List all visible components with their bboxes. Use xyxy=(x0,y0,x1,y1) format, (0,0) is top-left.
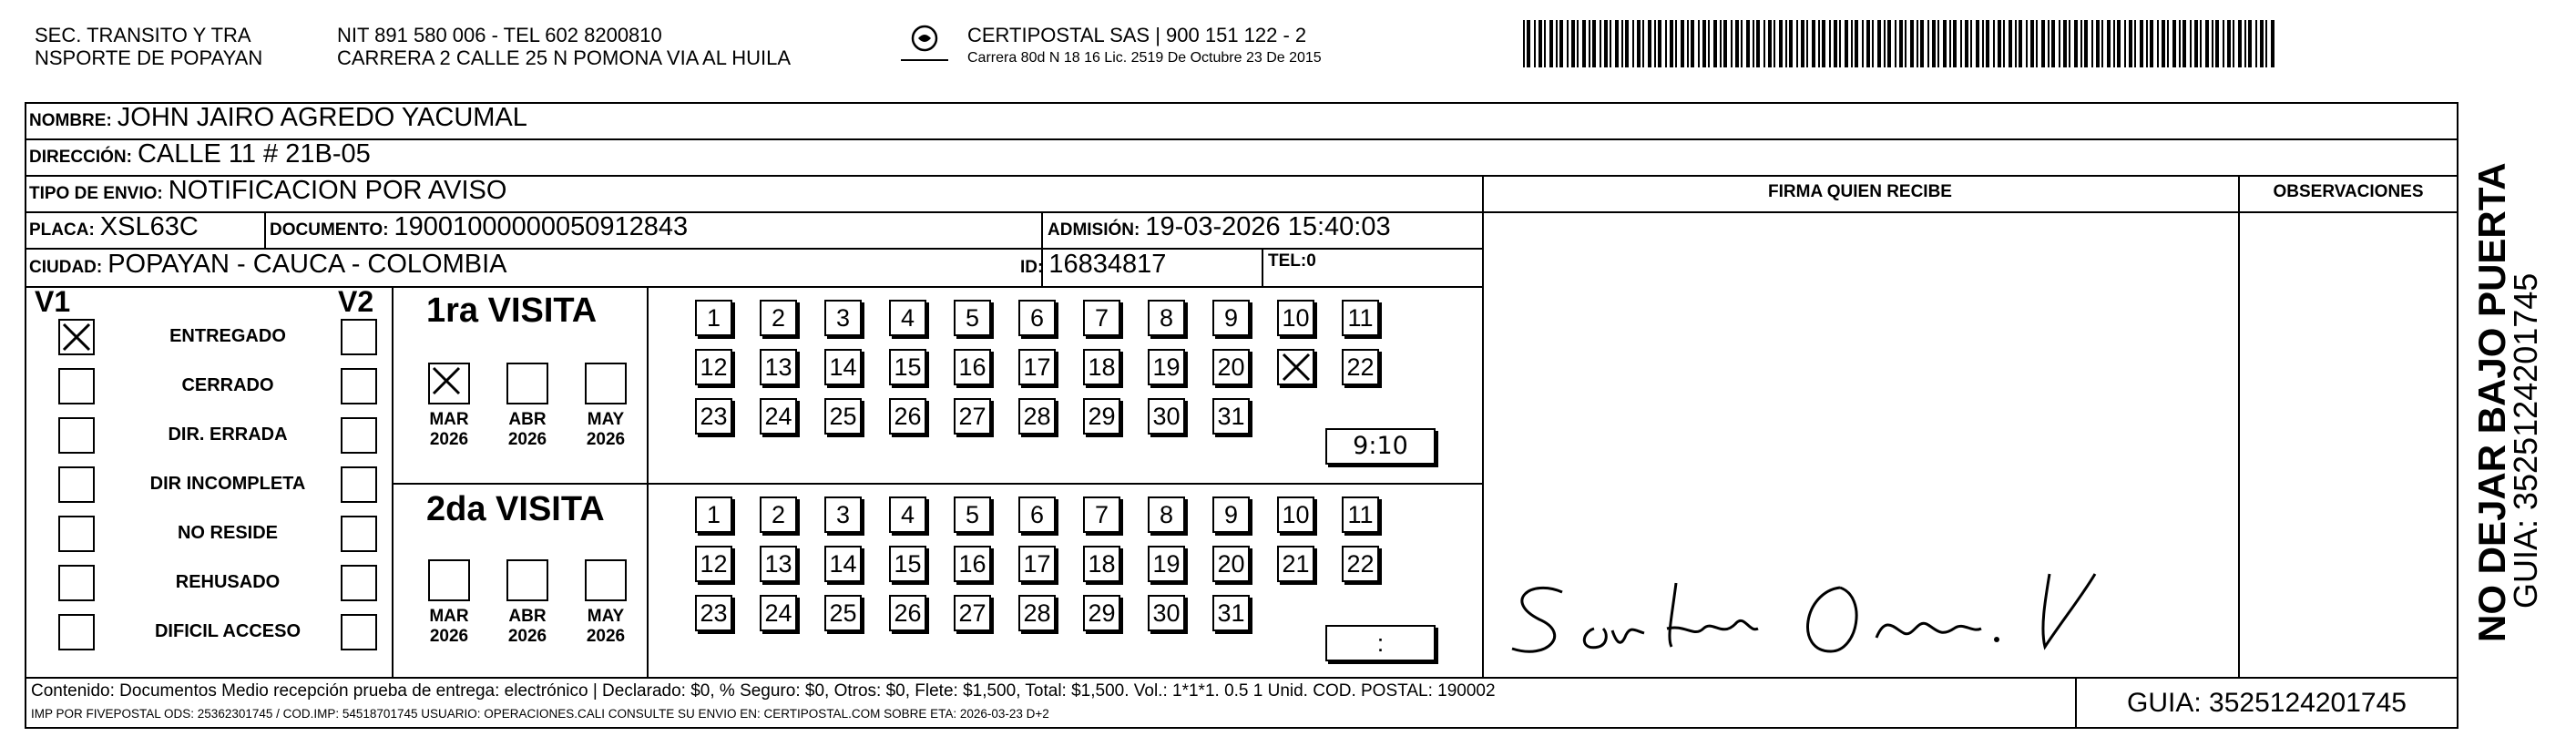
barcode-bar xyxy=(1720,20,1722,67)
day-box[interactable]: 28 xyxy=(1018,595,1056,631)
barcode-bar xyxy=(1937,20,1939,67)
barcode-bar xyxy=(1789,20,1793,67)
direccion-value: CALLE 11 # 21B-05 xyxy=(137,139,371,169)
barcode-bar xyxy=(1768,20,1772,67)
barcode-bar xyxy=(1691,20,1694,67)
barcode-bar xyxy=(1610,20,1611,67)
no-dejar-bajo-puerta: NO DEJAR BAJO PUERTA xyxy=(2470,162,2513,642)
barcode-bar xyxy=(1549,20,1553,67)
v1-label: V1 xyxy=(35,285,71,318)
day-box[interactable]: 3 xyxy=(824,496,862,533)
admision-label: ADMISIÓN: xyxy=(1048,220,1140,240)
admision-value: 19-03-2026 15:40:03 xyxy=(1145,212,1391,241)
barcode-bar xyxy=(1927,20,1929,67)
month-label xyxy=(500,607,555,647)
barcode-bar xyxy=(1625,20,1629,67)
barcode-bar xyxy=(1910,20,1914,67)
barcode-bar xyxy=(2059,20,2060,67)
month-year: 2026 xyxy=(429,430,469,449)
tel-row xyxy=(1268,251,1316,271)
barcode-bar xyxy=(2194,20,2198,67)
direccion-row xyxy=(29,139,371,169)
barcode-bar xyxy=(2101,20,2103,67)
barcode-bar xyxy=(2212,20,2213,67)
v1-checkbox[interactable] xyxy=(58,614,95,650)
barcode-bar xyxy=(2019,20,2022,67)
day-box[interactable]: 24 xyxy=(760,398,797,435)
barcode-bar xyxy=(2107,20,2111,67)
day-box[interactable]: 27 xyxy=(954,398,991,435)
barcode-bar xyxy=(2172,20,2176,67)
barcode-bar xyxy=(1600,20,1601,67)
barcode-bar xyxy=(2080,20,2082,67)
barcode-bar xyxy=(1774,20,1775,67)
day-box[interactable]: 27 xyxy=(954,595,991,631)
day-box[interactable]: 22 xyxy=(1342,349,1379,385)
month-checkbox[interactable] xyxy=(506,559,548,601)
day-box[interactable]: 30 xyxy=(1148,398,1185,435)
barcode-bar xyxy=(2117,20,2121,67)
barcode-bar xyxy=(1723,20,1727,67)
barcode-bar xyxy=(2084,20,2088,67)
barcode-bar xyxy=(2074,20,2078,67)
barcode-bar xyxy=(2248,20,2252,67)
day-box[interactable]: 11 xyxy=(1342,300,1379,336)
barcode-bar xyxy=(1855,20,1858,67)
barcode-bar xyxy=(2134,20,2136,67)
day-box[interactable]: 26 xyxy=(889,398,926,435)
day-box[interactable]: 15 xyxy=(889,349,926,385)
v2-checkbox[interactable] xyxy=(341,466,377,503)
day-box[interactable]: 13 xyxy=(760,349,797,385)
sender-line-2: NSPORTE DE POPAYAN xyxy=(35,46,263,69)
barcode-bar xyxy=(1866,20,1870,67)
barcode-bar xyxy=(1812,20,1815,67)
day-box[interactable]: 23 xyxy=(695,398,732,435)
day-box[interactable]: 19 xyxy=(1148,546,1185,582)
month-checkbox[interactable] xyxy=(428,363,470,404)
barcode-bar xyxy=(2238,20,2242,67)
barcode-bar xyxy=(2096,20,2100,67)
tipo-envio-value: NOTIFICACION POR AVISO xyxy=(168,176,507,205)
month-year: 2026 xyxy=(586,627,626,646)
placa-value: XSL63C xyxy=(99,212,199,241)
first-visit-time[interactable]: 9:10 xyxy=(1325,428,1436,465)
barcode xyxy=(1523,20,2279,67)
day-box[interactable]: 18 xyxy=(1083,546,1120,582)
day-box[interactable]: 16 xyxy=(954,349,991,385)
barcode-bar xyxy=(1746,20,1750,67)
barcode-bar xyxy=(2113,20,2115,67)
barcode-bar xyxy=(1523,20,1525,67)
barcode-bar xyxy=(2069,20,2070,67)
barcode-bar xyxy=(2244,20,2246,67)
day-box[interactable]: 14 xyxy=(824,546,862,582)
barcode-bar xyxy=(1592,20,1596,67)
month-name: MAY xyxy=(587,410,625,429)
placa-row xyxy=(29,212,199,242)
tipo-envio-row xyxy=(29,176,506,206)
v1-checkbox[interactable] xyxy=(58,319,95,355)
barcode-bar xyxy=(1895,20,1896,67)
v2-checkbox[interactable] xyxy=(341,565,377,601)
barcode-bar xyxy=(1665,20,1667,67)
month-year: 2026 xyxy=(507,430,547,449)
barcode-bar xyxy=(1982,20,1984,67)
barcode-bar xyxy=(1604,20,1608,67)
barcode-bar xyxy=(1796,20,1798,67)
barcode-bar xyxy=(1687,20,1689,67)
status-option-label: DIFICIL ACCESO xyxy=(154,621,301,641)
month-label xyxy=(422,607,476,647)
day-box[interactable]: 30 xyxy=(1148,595,1185,631)
barcode-bar xyxy=(2140,20,2143,67)
month-label xyxy=(500,410,555,450)
nit-line: NIT 891 580 006 - TEL 602 8200810 xyxy=(337,24,662,46)
barcode-bar xyxy=(1818,20,1820,67)
barcode-bar xyxy=(1822,20,1825,67)
barcode-bar xyxy=(2265,20,2267,67)
barcode-bar xyxy=(1642,20,1644,67)
month-name: MAR xyxy=(429,410,469,429)
day-box[interactable]: 8 xyxy=(1148,496,1185,533)
day-box[interactable]: 16 xyxy=(954,546,991,582)
barcode-bar xyxy=(1851,20,1853,67)
address-line: CARRERA 2 CALLE 25 N POMONA VIA AL HUILA xyxy=(337,46,792,69)
barcode-bar xyxy=(1953,20,1957,67)
barcode-bar xyxy=(1839,20,1841,67)
day-box[interactable]: 31 xyxy=(1212,398,1250,435)
barcode-bar xyxy=(1862,20,1864,67)
barcode-bar xyxy=(2215,20,2219,67)
day-box[interactable]: 4 xyxy=(889,496,926,533)
month-name: MAR xyxy=(429,607,469,626)
barcode-bar xyxy=(1943,20,1947,67)
ciudad-row xyxy=(29,250,507,280)
barcode-bar xyxy=(1753,20,1754,67)
barcode-bar xyxy=(1681,20,1684,67)
day-box[interactable]: 1 xyxy=(695,496,732,533)
day-box[interactable]: 6 xyxy=(1018,496,1056,533)
v1-checkbox[interactable] xyxy=(58,565,95,601)
placa-label: PLACA: xyxy=(29,220,95,240)
barcode-bar xyxy=(2015,20,2017,67)
day-box[interactable]: 15 xyxy=(889,546,926,582)
documento-row xyxy=(270,212,688,242)
day-box[interactable]: 11 xyxy=(1342,496,1379,533)
month-year: 2026 xyxy=(507,627,547,646)
second-visit-time[interactable]: : xyxy=(1325,625,1436,661)
sender-line-1: SEC. TRANSITO Y TRA xyxy=(35,24,251,46)
day-box[interactable]: 23 xyxy=(695,595,732,631)
barcode-bar xyxy=(1884,20,1886,67)
month-name: ABR xyxy=(508,410,547,429)
courier-name: CERTIPOSTAL SAS | 900 151 122 - 2 xyxy=(967,24,1307,46)
barcode-bar xyxy=(2182,20,2186,67)
barcode-bar xyxy=(1887,20,1891,67)
barcode-bar xyxy=(2036,20,2038,67)
day-box[interactable]: 31 xyxy=(1212,595,1250,631)
month-name: MAY xyxy=(587,607,625,626)
month-checkbox[interactable] xyxy=(585,559,627,601)
barcode-bar xyxy=(1960,20,1962,67)
barcode-bar xyxy=(1993,20,1995,67)
barcode-bar xyxy=(1756,20,1760,67)
observaciones-header: OBSERVACIONES xyxy=(2273,182,2424,201)
sender-contact xyxy=(337,24,791,69)
status-option-label: NO RESIDE xyxy=(177,523,279,543)
certipostal-logo xyxy=(897,18,952,71)
barcode-bar xyxy=(1785,20,1787,67)
barcode-bar xyxy=(1920,20,1924,67)
status-option-label: REHUSADO xyxy=(175,572,281,592)
v1-checkbox[interactable] xyxy=(58,466,95,503)
v2-checkbox[interactable] xyxy=(341,417,377,454)
day-box[interactable]: 19 xyxy=(1148,349,1185,385)
sender-name xyxy=(35,24,262,69)
barcode-bar xyxy=(1544,20,1546,67)
barcode-bar xyxy=(2124,20,2126,67)
v2-label: V2 xyxy=(338,285,374,318)
day-box[interactable]: 24 xyxy=(760,595,797,631)
barcode-bar xyxy=(2048,20,2050,67)
day-box[interactable]: 6 xyxy=(1018,300,1056,336)
id-row xyxy=(1020,250,1166,280)
barcode-bar xyxy=(2227,20,2231,67)
v2-checkbox[interactable] xyxy=(341,319,377,355)
day-box[interactable]: 17 xyxy=(1018,349,1056,385)
day-box[interactable]: 17 xyxy=(1018,546,1056,582)
barcode-bar xyxy=(2233,20,2234,67)
documento-value: 19001000000050912843 xyxy=(394,212,689,241)
barcode-bar xyxy=(1741,20,1743,67)
status-option-label: ENTREGADO xyxy=(169,326,286,346)
v2-checkbox[interactable] xyxy=(341,368,377,404)
day-box[interactable]: 20 xyxy=(1212,546,1250,582)
nombre-value: JOHN JAIRO AGREDO YACUMAL xyxy=(117,103,527,132)
barcode-bar xyxy=(1834,20,1837,67)
month-checkbox[interactable] xyxy=(428,559,470,601)
day-box[interactable]: 25 xyxy=(824,398,862,435)
barcode-bar xyxy=(2200,20,2202,67)
side-guia: GUIA: 3525124201745 xyxy=(2507,272,2544,609)
day-box[interactable]: 9 xyxy=(1212,300,1250,336)
barcode-bar xyxy=(2009,20,2012,67)
day-box[interactable]: 12 xyxy=(695,546,732,582)
day-box[interactable]: 9 xyxy=(1212,496,1250,533)
barcode-bar xyxy=(1998,20,2001,67)
barcode-bar xyxy=(2129,20,2132,67)
barcode-bar xyxy=(1713,20,1717,67)
day-box[interactable]: 3 xyxy=(824,300,862,336)
status-option-label: CERRADO xyxy=(181,375,274,395)
day-box[interactable]: 10 xyxy=(1277,300,1314,336)
barcode-bar xyxy=(2026,20,2028,67)
ciudad-label: CIUDAD: xyxy=(29,258,103,277)
barcode-bar xyxy=(2030,20,2034,67)
day-box[interactable]: 7 xyxy=(1083,300,1120,336)
day-box[interactable]: 1 xyxy=(695,300,732,336)
direccion-label: DIRECCIÓN: xyxy=(29,148,132,167)
month-label xyxy=(578,410,633,450)
barcode-bar xyxy=(1970,20,1972,67)
day-box[interactable]: 12 xyxy=(695,349,732,385)
barcode-bar xyxy=(2063,20,2067,67)
day-box[interactable]: 21 xyxy=(1277,546,1314,582)
barcode-bar xyxy=(2041,20,2045,67)
v1-checkbox[interactable] xyxy=(58,417,95,454)
barcode-bar xyxy=(1698,20,1700,67)
month-label xyxy=(422,410,476,450)
barcode-bar xyxy=(1708,20,1710,67)
day-box[interactable]: 26 xyxy=(889,595,926,631)
barcode-bar xyxy=(2146,20,2148,67)
id-label: ID: xyxy=(1020,258,1044,277)
admision-row xyxy=(1048,212,1391,242)
barcode-bar xyxy=(2223,20,2224,67)
id-value: 16834817 xyxy=(1048,250,1167,279)
footer-guia: GUIA: 3525124201745 xyxy=(2127,688,2407,718)
tel-label: TEL: xyxy=(1268,251,1307,271)
day-box[interactable]: 10 xyxy=(1277,496,1314,533)
v1-checkbox[interactable] xyxy=(58,516,95,552)
barcode-bar xyxy=(1986,20,1989,67)
month-year: 2026 xyxy=(429,627,469,646)
barcode-bar xyxy=(1917,20,1918,67)
recipient-signature xyxy=(1494,565,2186,674)
status-option-label: DIR INCOMPLETA xyxy=(149,474,306,494)
barcode-bar xyxy=(1702,20,1706,67)
day-box[interactable] xyxy=(1277,349,1314,385)
month-name: ABR xyxy=(508,607,547,626)
barcode-bar xyxy=(1735,20,1739,67)
day-box[interactable]: 20 xyxy=(1212,349,1250,385)
day-box[interactable]: 4 xyxy=(889,300,926,336)
second-visit-title: 2da VISITA xyxy=(426,490,605,528)
barcode-bar xyxy=(1806,20,1808,67)
barcode-bar xyxy=(1567,20,1569,67)
firma-header: FIRMA QUIEN RECIBE xyxy=(1768,182,1952,201)
month-year: 2026 xyxy=(586,430,626,449)
barcode-bar xyxy=(1932,20,1936,67)
barcode-bar xyxy=(2150,20,2153,67)
v1-checkbox[interactable] xyxy=(58,368,95,404)
month-checkbox[interactable] xyxy=(585,363,627,404)
nombre-label: NOMBRE: xyxy=(29,111,112,130)
barcode-bar xyxy=(1556,20,1558,67)
barcode-bar xyxy=(1527,20,1530,67)
barcode-bar xyxy=(1658,20,1661,67)
barcode-bar xyxy=(1779,20,1783,67)
barcode-bar xyxy=(1670,20,1673,67)
day-box[interactable]: 8 xyxy=(1148,300,1185,336)
barcode-bar xyxy=(1801,20,1804,67)
day-box[interactable]: 5 xyxy=(954,300,991,336)
barcode-bar xyxy=(2162,20,2165,67)
day-box[interactable]: 29 xyxy=(1083,398,1120,435)
barcode-bar xyxy=(1829,20,1831,67)
barcode-bar xyxy=(2205,20,2209,67)
first-visit-title: 1ra VISITA xyxy=(426,292,598,330)
barcode-bar xyxy=(2157,20,2159,67)
barcode-bar xyxy=(1615,20,1619,67)
barcode-bar xyxy=(2003,20,2005,67)
tel-value: 0 xyxy=(1306,251,1316,271)
day-box[interactable]: 25 xyxy=(824,595,862,631)
day-box[interactable]: 13 xyxy=(760,546,797,582)
footer-contenido: Contenido: Documentos Medio recepción prueba de entrega: electrónico | Declarado: $0, % Seguro: $0, Otros: $0, Flete: $1,500, Total: $1,500. Vol.: 1*1*1. 0.5 1 Unid. COD. POSTAL: 190002 xyxy=(31,681,1496,701)
day-box[interactable]: 2 xyxy=(760,300,797,336)
barcode-bar xyxy=(1872,20,1874,67)
month-checkbox[interactable] xyxy=(506,363,548,404)
barcode-bar xyxy=(2271,20,2274,67)
day-box[interactable]: 18 xyxy=(1083,349,1120,385)
day-box[interactable]: 28 xyxy=(1018,398,1056,435)
barcode-bar xyxy=(1654,20,1656,67)
barcode-bar xyxy=(2167,20,2169,67)
day-box[interactable]: 5 xyxy=(954,496,991,533)
barcode-bar xyxy=(2179,20,2181,67)
barcode-bar xyxy=(1534,20,1536,67)
barcode-bar xyxy=(1731,20,1733,67)
barcode-bar xyxy=(2255,20,2257,67)
day-box[interactable]: 2 xyxy=(760,496,797,533)
barcode-bar xyxy=(1763,20,1765,67)
barcode-bar xyxy=(1899,20,1903,67)
barcode-bar xyxy=(1571,20,1575,67)
day-box[interactable]: 29 xyxy=(1083,595,1120,631)
courier-info xyxy=(967,24,1322,69)
barcode-bar xyxy=(1905,20,1906,67)
status-option-label: DIR. ERRADA xyxy=(168,425,288,445)
barcode-bar xyxy=(2091,20,2093,67)
v2-checkbox[interactable] xyxy=(341,614,377,650)
barcode-bar xyxy=(2190,20,2192,67)
v2-checkbox[interactable] xyxy=(341,516,377,552)
tipo-envio-label: TIPO DE ENVIO: xyxy=(29,184,163,203)
month-label xyxy=(578,607,633,647)
barcode-bar xyxy=(1976,20,1979,67)
barcode-bar xyxy=(1648,20,1651,67)
barcode-bar xyxy=(1637,20,1641,67)
barcode-bar xyxy=(1845,20,1848,67)
barcode-bar xyxy=(2051,20,2055,67)
barcode-bar xyxy=(1538,20,1542,67)
barcode-bar xyxy=(1559,20,1563,67)
courier-address: Carrera 80d N 18 16 Lic. 2519 De Octubre 23 De 2015 xyxy=(967,50,1322,66)
day-box[interactable]: 7 xyxy=(1083,496,1120,533)
barcode-bar xyxy=(1632,20,1634,67)
day-box[interactable]: 22 xyxy=(1342,546,1379,582)
barcode-bar xyxy=(1949,20,1951,67)
nombre-row xyxy=(29,103,527,133)
barcode-bar xyxy=(1965,20,1968,67)
documento-label: DOCUMENTO: xyxy=(270,220,389,240)
ciudad-value: POPAYAN - CAUCA - COLOMBIA xyxy=(107,250,507,279)
barcode-bar xyxy=(1877,20,1881,67)
barcode-bar xyxy=(1621,20,1623,67)
day-box[interactable]: 14 xyxy=(824,349,862,385)
footer-imp: IMP POR FIVEPOSTAL ODS: 25362301745 / COD.IMP: 54518701745 USUARIO: OPERACIONES.CALI CONSULTE SU ENVIO EN: CERTIPOSTAL.COM SOBRE ETA: 2026-03-23 D+2 xyxy=(31,707,1049,721)
barcode-bar xyxy=(1675,20,1677,67)
barcode-bar xyxy=(1577,20,1579,67)
barcode-bar xyxy=(1589,20,1590,67)
barcode-bar xyxy=(2260,20,2264,67)
barcode-bar xyxy=(1582,20,1586,67)
